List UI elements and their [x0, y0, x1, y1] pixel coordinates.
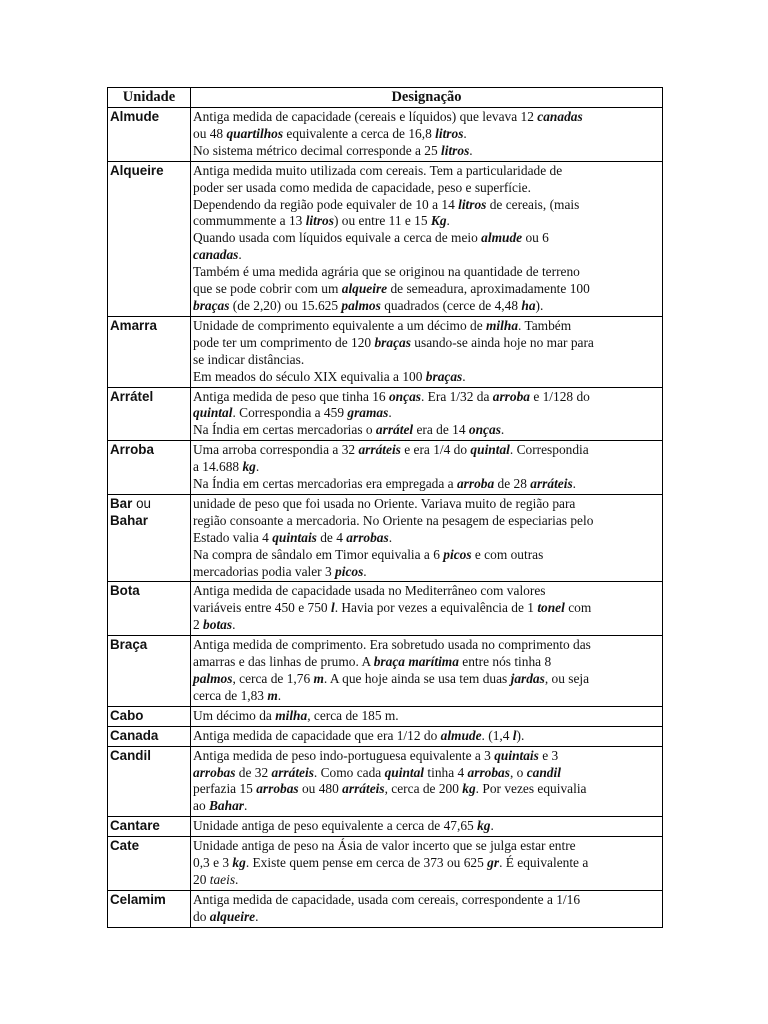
text-run: Antiga medida de capacidade (cereais e líquidos) que levava 12	[193, 109, 538, 124]
unit-term: l	[330, 600, 335, 616]
unit-name: Alqueire	[110, 162, 164, 178]
unit-name: Bota	[110, 583, 140, 599]
designation-line	[193, 583, 660, 600]
unit-name: Arroba	[110, 442, 154, 458]
text-run: poder ser usada como medida de capacidade, peso e superfície.	[193, 179, 531, 195]
unit-term: arráteis	[530, 476, 573, 492]
designation-line	[193, 442, 660, 459]
italic-term: taeis	[209, 871, 236, 887]
text-run: do	[193, 908, 210, 924]
text-run: , cerca de 200	[384, 781, 463, 797]
text-run: . A que hoje ainda se usa tem duas	[323, 671, 511, 686]
text-run: amarras e das linhas de prumo. A	[193, 654, 374, 670]
unit-term: kg	[477, 818, 491, 834]
text-run: Unidade de comprimento equivalente a um décimo de	[193, 317, 487, 333]
unit-term: milha	[486, 317, 519, 333]
unit-name: Almude	[110, 109, 160, 124]
designation-line	[193, 405, 660, 422]
unit-cell	[108, 726, 191, 746]
unit-cell	[108, 161, 191, 316]
designation-cell	[191, 817, 663, 837]
text-run: . É equivalente a	[499, 855, 589, 871]
unit-term: almude	[481, 230, 523, 246]
unit-term: litros	[435, 125, 464, 141]
text-run: Dependendo da região pode equivaler de 10 a 14	[193, 196, 459, 212]
designation-line	[193, 728, 660, 745]
unit-name: Cantare	[110, 818, 160, 834]
unit-term: l	[512, 727, 517, 743]
text-run: que se pode cobrir com um	[193, 281, 342, 297]
text-run: No sistema métrico decimal corresponde a 25	[193, 142, 442, 158]
unit-term: m	[267, 687, 278, 703]
text-run: unidade de peso que foi usada no Oriente. Variava muito de região para	[193, 495, 576, 511]
text-run: de 4	[316, 529, 347, 545]
table-row	[108, 746, 663, 817]
text-run: .	[235, 871, 239, 887]
table-row	[108, 108, 663, 162]
unit-term: braças	[425, 368, 463, 384]
designation-line	[193, 496, 660, 513]
designation-line	[193, 264, 660, 281]
unit-term: arrobas	[256, 781, 299, 797]
text-run: . Por vezes equivalia	[475, 781, 587, 797]
designation-line	[193, 143, 660, 160]
unit-term: m	[313, 671, 324, 686]
text-run: pode ter um comprimento de 120	[193, 334, 375, 350]
unit-term: candil	[526, 764, 561, 780]
designation-cell	[191, 706, 663, 726]
unit-name: Bar	[110, 495, 133, 511]
unit-name: Amarra	[110, 317, 157, 333]
table-row	[108, 161, 663, 316]
unit-term: arrátel	[375, 422, 414, 438]
text-run: . Havia por vezes a equivalência de 1	[334, 600, 538, 616]
text-run: Unidade antiga de peso na Ásia de valor incerto que se julga estar entre	[193, 838, 576, 854]
text-run: .	[462, 368, 466, 384]
text-run: Na Índia em certas mercadorias o	[193, 422, 376, 438]
text-run: região consoante a mercadoria. No Oriente na pesagem de especiarias pelo	[193, 512, 594, 528]
table-row	[108, 890, 663, 927]
text-run: ou 6	[522, 230, 549, 246]
designation-line	[193, 476, 660, 493]
unit-term: quintal	[470, 442, 510, 458]
table-row	[108, 441, 663, 495]
designation-line	[193, 909, 660, 926]
table-row	[108, 387, 663, 441]
designation-line	[193, 247, 660, 264]
text-run: . Existe quem pense em cerca de 373 ou 625	[245, 855, 488, 871]
unit-term: arrobas	[193, 764, 236, 780]
unit-term: kg	[462, 781, 476, 797]
text-run: ) ou entre 11 e 15	[333, 213, 431, 229]
text-run: .	[255, 459, 260, 475]
unit-term: alqueire	[209, 908, 256, 924]
designation-line	[193, 163, 660, 180]
text-run: .	[469, 142, 473, 158]
unit-term: almude	[440, 727, 482, 743]
designation-line	[193, 688, 660, 705]
designation-line	[193, 513, 660, 530]
text-run: Antiga medida de peso indo-portuguesa equivalente a 3	[193, 747, 495, 763]
designation-cell	[191, 890, 663, 927]
text-run: Uma arroba correspondia a 32	[193, 442, 359, 458]
designation-line	[193, 781, 660, 798]
table-row	[108, 636, 663, 707]
text-run: Quando usada com líquidos equivale a cerca de meio	[193, 230, 482, 246]
designation-line	[193, 197, 660, 214]
text-run: .	[490, 818, 494, 834]
header-unit: Unidade	[108, 88, 191, 108]
text-run: . Correspondia a 459	[232, 405, 348, 421]
text-run: Antiga medida de capacidade, usada com cereais, correspondente a 1/16	[193, 891, 581, 907]
designation-line	[193, 617, 660, 634]
text-run: . (1,4	[481, 727, 513, 743]
text-run: ou 48	[193, 125, 227, 141]
text-run: mercadorias podia valer 3	[193, 563, 336, 579]
text-run: de 32	[235, 764, 272, 780]
unit-term: arroba	[456, 476, 495, 492]
designation-cell	[191, 161, 663, 316]
unit-term: litros	[458, 196, 487, 212]
text-run: Antiga medida de comprimento. Era sobretudo usada no comprimento das	[193, 637, 591, 653]
designation-line	[193, 798, 660, 815]
unit-term: picos	[443, 546, 472, 562]
unit-term: milha	[275, 707, 308, 723]
unit-cell	[108, 108, 191, 162]
unit-term: litros	[441, 142, 470, 158]
unit-term: onças	[388, 388, 421, 404]
unit-name: Candil	[110, 747, 151, 763]
unit-term: braça marítima	[373, 654, 459, 670]
text-run: entre nós tinha 8	[458, 654, 552, 670]
text-run: .	[388, 405, 392, 421]
unit-cell	[108, 387, 191, 441]
unit-name: Bahar	[110, 512, 148, 528]
text-run: .	[463, 125, 467, 141]
text-run: Estado valia 4	[193, 529, 273, 545]
text-run: .	[255, 908, 259, 924]
unit-name: Canada	[110, 727, 159, 743]
unit-term: jardas	[510, 671, 545, 686]
text-run: ).	[535, 297, 544, 313]
designation-cell	[191, 108, 663, 162]
text-run: Na Índia em certas mercadorias era empregada a	[193, 476, 457, 492]
unit-term: kg	[242, 459, 256, 475]
unit-term: alqueire	[341, 281, 388, 297]
text-run: com	[564, 600, 592, 616]
text-run: cerca de 1,83	[193, 687, 268, 703]
designation-cell	[191, 636, 663, 707]
designation-line	[193, 600, 660, 617]
unit-term: ha	[521, 297, 536, 313]
unit-term: kg	[232, 855, 246, 871]
text-run: .	[500, 422, 505, 438]
text-run: .	[363, 563, 367, 579]
designation-cell	[191, 726, 663, 746]
designation-line	[193, 765, 660, 782]
unit-term: canadas	[537, 109, 583, 124]
text-run: . Como cada	[313, 764, 385, 780]
designation-line	[193, 389, 660, 406]
table-header-row	[108, 88, 663, 108]
designation-cell	[191, 582, 663, 636]
text-run: . Correspondia	[509, 442, 589, 458]
unit-name: Cabo	[110, 707, 144, 723]
unit-term: onças	[468, 422, 501, 438]
designation-line	[193, 126, 660, 143]
text-run: , o	[509, 764, 527, 780]
text-run: ou 480	[298, 781, 343, 797]
designation-line	[193, 422, 660, 439]
text-run: (de 2,20) ou 15.625	[229, 297, 342, 313]
unit-cell	[108, 890, 191, 927]
text-run: a 14.688	[193, 459, 243, 475]
text-run: Em meados do século XIX equivalia a 100	[193, 368, 426, 384]
unit-name: Braça	[110, 637, 148, 653]
designation-line	[193, 352, 660, 369]
text-run: ao	[193, 798, 209, 814]
text-run: , cerca de 1,76	[232, 671, 314, 686]
text-run: Também é uma medida agrária que se originou na quantidade de terreno	[193, 264, 580, 280]
designation-line	[193, 369, 660, 386]
designation-line	[193, 298, 660, 315]
designation-line	[193, 180, 660, 197]
unit-term: tonel	[537, 600, 565, 616]
unit-term: palmos	[341, 297, 381, 313]
unit-term: palmos	[193, 671, 233, 686]
text-run: Na compra de sândalo em Timor equivalia a 6	[193, 546, 444, 562]
unit-cell	[108, 706, 191, 726]
designation-line	[193, 459, 660, 476]
table-row	[108, 817, 663, 837]
designation-line	[193, 109, 660, 126]
text-run: tinha 4	[424, 764, 468, 780]
unit-term: arroba	[492, 388, 530, 404]
unit-term: braças	[193, 297, 230, 313]
unit-term: arráteis	[342, 781, 385, 797]
designation-cell	[191, 441, 663, 495]
unit-term: gr	[487, 855, 500, 871]
designation-cell	[191, 837, 663, 891]
text-run: 0,3 e 3	[193, 855, 233, 871]
designation-line	[193, 281, 660, 298]
designation-line	[193, 213, 660, 230]
table-row	[108, 726, 663, 746]
text-run: Antiga medida de capacidade usada no Mediterrâneo com valores	[193, 583, 546, 599]
designation-line	[193, 654, 660, 671]
designation-line	[193, 855, 660, 872]
unit-term: quintal	[193, 405, 233, 421]
designation-cell	[191, 746, 663, 817]
designation-line	[193, 838, 660, 855]
text-run: usando-se ainda hoje no mar para	[410, 334, 594, 350]
unit-cell	[108, 817, 191, 837]
text-run: , ou seja	[544, 671, 590, 686]
text-run: Antiga medida de peso que tinha 16	[193, 388, 389, 404]
designation-line	[193, 818, 660, 835]
text-run: .	[238, 247, 242, 263]
unit-term: litros	[305, 213, 334, 229]
designation-line	[193, 530, 660, 547]
unit-term: gramas	[347, 405, 389, 421]
unit-cell	[108, 746, 191, 817]
designation-cell	[191, 316, 663, 387]
unit-term: arráteis	[271, 764, 314, 780]
text-run: commummente a 13	[193, 213, 306, 229]
unit-term: quintais	[494, 747, 539, 763]
unit-term: quartilhos	[226, 125, 284, 141]
text-run: e 1/128 do	[529, 388, 590, 404]
designation-line	[193, 671, 660, 688]
unit-term: braças	[374, 334, 411, 350]
text-run: e era 1/4 do	[400, 442, 471, 458]
unit-cell	[108, 441, 191, 495]
text-run: perfazia 15	[193, 781, 257, 797]
text-run: .	[232, 617, 236, 633]
designation-line	[193, 564, 660, 581]
units-table	[107, 87, 663, 928]
unit-cell	[108, 494, 191, 582]
text-run: .	[388, 529, 393, 545]
text-run: equivalente a cerca de 16,8	[283, 125, 436, 141]
designation-line	[193, 892, 660, 909]
text-run: .	[572, 476, 577, 492]
text-run: Um décimo da	[193, 707, 276, 723]
designation-line	[193, 637, 660, 654]
table-row	[108, 316, 663, 387]
table-row	[108, 494, 663, 582]
unit-term: arrobas	[467, 764, 510, 780]
unit-term: canadas	[193, 247, 239, 263]
text-run: 2	[193, 617, 204, 633]
text-run: e com outras	[471, 546, 544, 562]
unit-term: botas	[203, 617, 233, 633]
table-row	[108, 706, 663, 726]
text-run: quadrados (cerce de 4,48	[380, 297, 522, 313]
designation-line	[193, 748, 660, 765]
designation-line	[193, 230, 660, 247]
designation-line	[193, 547, 660, 564]
text-run: .	[277, 687, 282, 703]
unit-cell	[108, 582, 191, 636]
text-run: era de 14	[413, 422, 469, 438]
text-run: .	[243, 798, 248, 814]
header-designation: Designação	[191, 88, 663, 108]
unit-cell	[108, 636, 191, 707]
text-run: Antiga medida muito utilizada com cereais. Tem a particularidade de	[193, 162, 563, 178]
table-body	[108, 108, 663, 928]
text-run: .	[446, 213, 450, 229]
designation-cell	[191, 494, 663, 582]
unit-name: Celamim	[110, 891, 166, 907]
unit-cell	[108, 837, 191, 891]
unit-term: Bahar	[209, 798, 244, 814]
unit-connector: ou	[132, 495, 151, 511]
table-row	[108, 582, 663, 636]
designation-cell	[191, 387, 663, 441]
text-run: se indicar distâncias.	[193, 351, 305, 367]
unit-term: quintal	[384, 764, 425, 780]
text-run: e 3	[538, 747, 559, 763]
designation-line	[193, 318, 660, 335]
unit-term: arráteis	[358, 442, 401, 458]
unit-term: Kg	[430, 213, 447, 229]
text-run: de 28	[494, 476, 531, 492]
unit-term: picos	[335, 563, 364, 579]
designation-line	[193, 708, 660, 725]
unit-name: Arrátel	[110, 388, 154, 404]
text-run: , cerca de 185 m.	[307, 707, 399, 723]
text-run: de cereais, (mais	[486, 196, 580, 212]
text-run: . Era 1/32 da	[420, 388, 493, 404]
text-run: Unidade antiga de peso equivalente a cerca de 47,65	[193, 818, 478, 834]
text-run: de semeadura, aproximadamente 100	[387, 281, 590, 297]
unit-cell	[108, 316, 191, 387]
unit-term: quintais	[272, 529, 317, 545]
text-run: ).	[516, 727, 525, 743]
text-run: variáveis entre 450 e 750	[193, 600, 331, 616]
text-run: Antiga medida de capacidade que era 1/12 do	[193, 727, 441, 743]
text-run: 20	[193, 871, 210, 887]
table-row	[108, 837, 663, 891]
unit-term: arrobas	[346, 529, 389, 545]
designation-line	[193, 872, 660, 889]
text-run: . Também	[518, 317, 572, 333]
designation-line	[193, 335, 660, 352]
unit-name: Cate	[110, 838, 140, 854]
